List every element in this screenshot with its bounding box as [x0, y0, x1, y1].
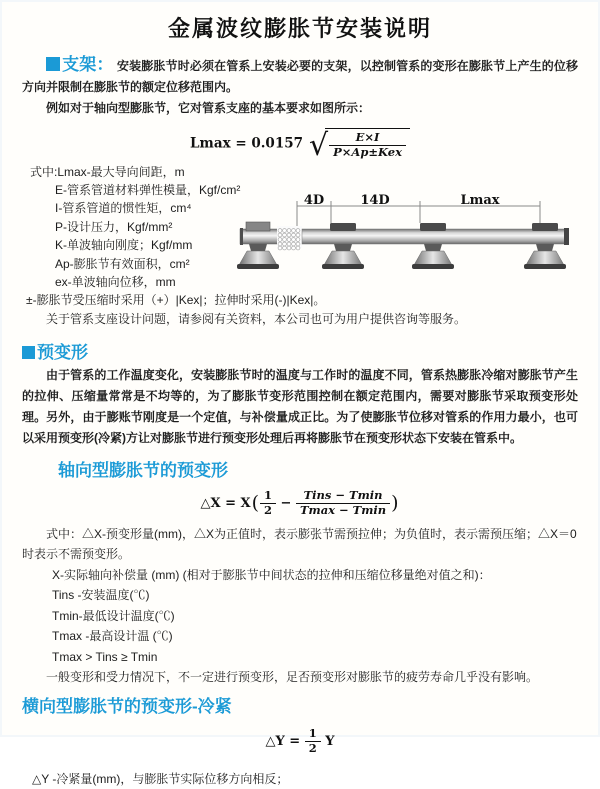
left-paren: ( [251, 492, 259, 515]
definition-line: ex-单波轴向位移，mm [55, 275, 176, 290]
lmax-formula [0, 128, 600, 164]
predeform-section-heading: 预变形 [22, 338, 600, 363]
lateral-predeform-formula [0, 727, 600, 756]
half-fraction: $\frac{1}{2}$ [305, 727, 321, 756]
predeform-paragraph: 由于管系的工作温度变化，安装膨胀节时的温度与工作时的温度不同，管系热膨胀冷缩对膨胀节产生的拉伸、压缩量常常是不均等的，为了膨胀节变形范围控制在额定范围内，需要对膨胀节采取预变形处理。另外，由于膨账节刚度是一个定值，与补偿量成正比。为了使膨胀节位移对管系的作用力最小，也可以采用预变形(冷紧)方让对膨胀节进行预变形处理后再将膨胀节在预变形状态下安装在管系中。 [22, 368, 578, 446]
support-closing-line: 关于管系支座设计问题，请参阅有关资料，本公司也可为用户提供咨询等服务。 [46, 311, 467, 326]
axial-predeform-heading: 轴向型膨胀节的预变形 [58, 461, 228, 481]
definition-line: Tmin-最低设计温度(℃) [52, 608, 175, 623]
definition-line: E-管系管道材料弹性模量，Kgf/cm² [55, 183, 241, 197]
plusminus-rule-line: ±-膨胀节受压缩时采用（+）|Kex|；拉伸时采用(-)|Kex|。 [26, 293, 326, 308]
right-paren: ) [391, 492, 399, 515]
blue-square-icon [46, 57, 60, 71]
definition-line: Tins -安装温度(℃) [52, 588, 150, 603]
axial-definition-list [22, 524, 578, 688]
pipe [302, 229, 566, 244]
dimension-label-4d: 4D [303, 193, 325, 208]
lateral-predeform-heading: 横向型膨胀节的预变形-冷紧 [22, 696, 232, 716]
pipe-endcap [564, 228, 569, 245]
lateral-formula-lhs: △Y = [265, 733, 301, 749]
support-intro-text: 安装膨胀节时必须在管系上安装必要的支架，以控制管系的变形在膨胀节上产生的位移方向并限制在膨胀节的额定位移范围内。 [22, 59, 578, 94]
axial-predeform-formula [0, 489, 600, 518]
page-title: 金属波纹膨胀节安装说明 [167, 16, 432, 41]
half-fraction: $\frac{1}{2}$ [260, 489, 276, 518]
lmax-formula-lhs: Lmax = 0.0157 [190, 135, 303, 152]
sqrt-sign: √ [309, 128, 329, 164]
dimension-label-14d: 14D [360, 193, 390, 208]
dimension-label-lmax: Lmax [460, 193, 500, 208]
support-example-line: 例如对于轴向型膨胀节，它对管系支座的基本要求如图所示： [46, 101, 371, 115]
definition-line: K-单波轴向刚度；Kgf/mm [55, 238, 193, 253]
temperature-fraction: $\frac{\text{Tins − Tmin}}{Tmax - Tmin}$ [296, 489, 390, 518]
cold-tightening-note: △Y -冷紧量(mm)，与膨胀节实际位移方向相反； [32, 772, 289, 787]
support-section-heading: 支架： [46, 55, 114, 74]
definition-line: 式中:Lmax-最大导向间距，m [30, 164, 185, 179]
definition-line: Ap-膨胀节有效面积，cm² [55, 256, 190, 271]
support-intro-paragraph [22, 54, 578, 98]
definition-line: 式中：△X-预变形量(mm)，△X为正值时，表示膨张节需预拉伸；为负值时，表示需预压缩；△X＝0时表示不需预变形。 [22, 526, 577, 562]
blue-square-icon [22, 346, 35, 359]
definition-line: I-管系管道的惯性矩，cm⁴ [55, 201, 192, 216]
minus-sign: − [280, 496, 292, 512]
definition-line: P-设计压力，Kgf/mm² [55, 219, 173, 234]
support-requirement-diagram [240, 193, 596, 291]
definition-line: Tmax -最高设计温 (℃) [52, 629, 173, 644]
pipe-stub-endcap [240, 228, 243, 245]
axial-formula-lhs: △X = X [200, 496, 251, 512]
temperature-relation-line: Tmax > Tins ≥ Tmin [52, 649, 158, 664]
definition-line: X-实际轴向补偿量 (mm) (相对于膨胀节中间状态的拉伸和压缩位移量绝对值之和)： [52, 567, 491, 582]
bellows-icon [277, 226, 302, 250]
lateral-formula-rhs: Y [325, 733, 335, 749]
general-note-line: 一般变形和受力情况下，不一定进行预变形，足否预变形对膨胀节的疲劳寿命几乎没有影响。 [46, 670, 539, 685]
lmax-formula-fraction: $\frac{E\times I}{\text{P×Ap±Kex}}$ [329, 131, 406, 160]
